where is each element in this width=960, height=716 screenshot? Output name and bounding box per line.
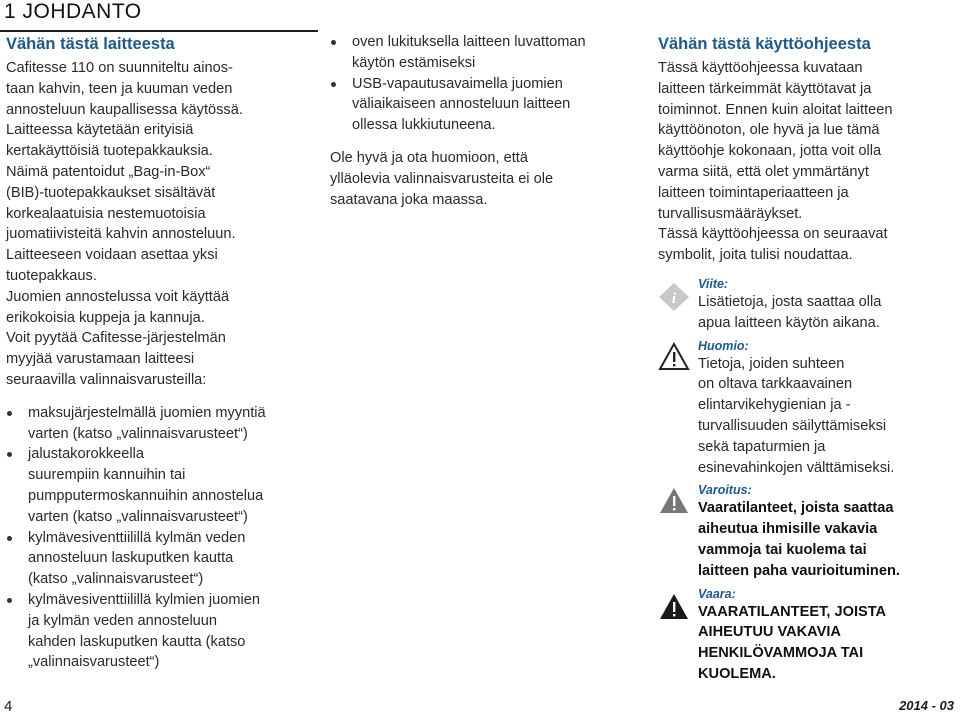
line: seuraavilla valinnaisvarusteilla: bbox=[6, 371, 207, 388]
note-warning bbox=[658, 482, 954, 581]
line: juomatiivisteitä kahvin annosteluun. bbox=[6, 226, 236, 243]
section-header bbox=[0, 0, 318, 32]
line: ollessa lukkiutuneena. bbox=[352, 117, 496, 134]
column-manual-info bbox=[658, 34, 954, 685]
line: turvallisusmääräykset. bbox=[658, 205, 803, 222]
note-label: Huomio: bbox=[698, 338, 749, 353]
line: Tietoja, joiden suhteen bbox=[698, 355, 845, 372]
caution-icon bbox=[658, 342, 690, 372]
warning-icon bbox=[658, 486, 690, 516]
note-text bbox=[698, 498, 954, 581]
line: sekä tapaturmien ja bbox=[698, 438, 826, 455]
line: Ole hyvä ja ota huomioon, että bbox=[330, 149, 528, 166]
line: väliaikaiseen annosteluun laitteen bbox=[352, 96, 571, 113]
line: varten (katso „valinnaisvarusteet“) bbox=[28, 508, 248, 525]
line: symbolit, joita tulisi noudattaa. bbox=[658, 247, 853, 264]
line: Juomien annostelussa voit käyttää bbox=[6, 288, 230, 305]
line: Tässä käyttöohjeessa on seuraavat bbox=[658, 226, 888, 243]
note-label: Viite: bbox=[698, 276, 729, 291]
line: käyttöönoton, ole hyvä ja lue tämä bbox=[658, 122, 880, 139]
line: erikokoisia kuppeja ja kannuja. bbox=[6, 309, 205, 326]
line: toiminnot. Ennen kuin aloitat laitteen bbox=[658, 101, 893, 118]
line: Cafitesse 110 on suunniteltu ainos- bbox=[6, 60, 233, 76]
list-item bbox=[6, 590, 316, 673]
line: suurempiin kannuihin tai bbox=[28, 467, 186, 484]
line: saatavana joka maassa. bbox=[330, 191, 488, 208]
line: VAARATILANTEET, JOISTA bbox=[698, 603, 887, 620]
line: laitteen paha vaurioituminen. bbox=[698, 562, 900, 579]
line: HENKILÖVAMMOJA TAI bbox=[698, 645, 864, 662]
line: taan kahvin, teen ja kuuman veden bbox=[6, 80, 233, 97]
line: oven lukituksella laitteen luvattoman bbox=[352, 34, 586, 50]
para-availability bbox=[330, 148, 630, 210]
para-cups bbox=[6, 287, 316, 329]
line: (BIB)-tuotepakkaukset sisältävät bbox=[6, 184, 216, 201]
section-title: 1 JOHDANTO bbox=[4, 0, 142, 23]
line: pumpputermoskannuihin annostelua bbox=[28, 487, 264, 504]
note-text bbox=[698, 354, 954, 479]
note-label: Varoitus: bbox=[698, 483, 752, 498]
line: käyttöohje kokonaan, jotta voit olla bbox=[658, 143, 882, 160]
line: on oltava tarkkaavainen bbox=[698, 376, 853, 393]
line: kahden laskuputken kautta (katso bbox=[28, 633, 246, 650]
line: KUOLEMA. bbox=[698, 665, 776, 682]
line: AIHEUTUU VAKAVIA bbox=[698, 624, 841, 641]
info-icon bbox=[658, 282, 690, 312]
para-manual bbox=[658, 58, 954, 224]
line: tuotepakkaus. bbox=[6, 267, 97, 284]
page-number: 4 bbox=[4, 698, 13, 715]
column-device-info bbox=[6, 34, 316, 673]
line: annosteluun laskuputken kautta bbox=[28, 550, 234, 567]
line: ja kylmän veden annosteluun bbox=[28, 612, 218, 629]
line: „valinnaisvarusteet“) bbox=[28, 654, 160, 671]
line: ylläolevia valinnaisvarusteita ei ole bbox=[330, 170, 554, 187]
line: Vaaratilanteet, joista saattaa bbox=[698, 500, 894, 517]
line: Tässä käyttöohjeessa kuvataan bbox=[658, 60, 863, 76]
line: laitteen toimintaperiaatteen ja bbox=[658, 184, 849, 201]
note-caution bbox=[658, 338, 954, 479]
line: varma siitä, että olet ymmärtänyt bbox=[658, 163, 869, 180]
line: vammoja tai kuolema tai bbox=[698, 541, 867, 558]
line: varten (katso „valinnaisvarusteet“) bbox=[28, 425, 248, 442]
line: kylmävesiventtiilillä kylmien juomien bbox=[28, 591, 260, 608]
options-list bbox=[6, 403, 316, 673]
note-text bbox=[698, 292, 954, 334]
heading-manual: Vähän tästä käyttöohjeesta bbox=[658, 35, 871, 53]
line: elintarvikehygienian ja - bbox=[698, 397, 851, 414]
line: kylmävesiventtiilillä kylmän veden bbox=[28, 529, 246, 546]
line: esinevahinkojen välttämiseksi. bbox=[698, 459, 895, 476]
line: Voit pyytää Cafitesse-järjestelmän bbox=[6, 330, 226, 347]
note-info bbox=[658, 276, 954, 334]
line: aiheutua ihmisille vakavia bbox=[698, 521, 878, 538]
list-item bbox=[6, 444, 316, 527]
danger-icon bbox=[658, 592, 690, 622]
page-date: 2014 - 03 bbox=[899, 698, 954, 713]
svg-text:i: i bbox=[671, 290, 677, 307]
heading-device: Vähän tästä laitteesta bbox=[6, 35, 175, 53]
line: apua laitteen käytön aikana. bbox=[698, 314, 880, 331]
line: Laitteessa käytetään erityisiä bbox=[6, 122, 194, 139]
note-text bbox=[698, 602, 954, 685]
line: Lisätietoja, josta saattaa olla bbox=[698, 293, 882, 310]
list-item bbox=[6, 403, 316, 445]
line: myyjää varustamaan laitteesi bbox=[6, 351, 195, 368]
line: korkealaatuisia nestemuotoisia bbox=[6, 205, 206, 222]
column-options-continued bbox=[330, 32, 630, 210]
para-packages bbox=[6, 120, 316, 286]
line: jalustakorokkeella bbox=[28, 446, 145, 463]
line: kertakäyttöisiä tuotepakkauksia. bbox=[6, 143, 213, 160]
line: laitteen tärkeimmät käyttötavat ja bbox=[658, 80, 872, 97]
list-item bbox=[330, 32, 630, 74]
note-danger bbox=[658, 586, 954, 685]
line: USB-vapautusavaimella juomien bbox=[352, 75, 563, 92]
list-item bbox=[6, 528, 316, 590]
line: käytön estämiseksi bbox=[352, 54, 476, 71]
para-options bbox=[6, 328, 316, 390]
line: turvallisuuden säilyttämiseksi bbox=[698, 417, 887, 434]
line: annosteluun kaupallisessa käytössä. bbox=[6, 101, 243, 118]
line: (katso „valinnaisvarusteet“) bbox=[28, 571, 204, 588]
note-label: Vaara: bbox=[698, 586, 736, 601]
options-list-continued bbox=[330, 32, 630, 136]
para-intro bbox=[6, 58, 316, 120]
line: Laitteeseen voidaan asettaa yksi bbox=[6, 247, 218, 264]
para-symbols bbox=[658, 224, 954, 266]
line: Näimä patentoidut „Bag-in-Box“ bbox=[6, 163, 211, 180]
list-item bbox=[330, 74, 630, 136]
line: maksujärjestelmällä juomien myyntiä bbox=[28, 404, 266, 421]
